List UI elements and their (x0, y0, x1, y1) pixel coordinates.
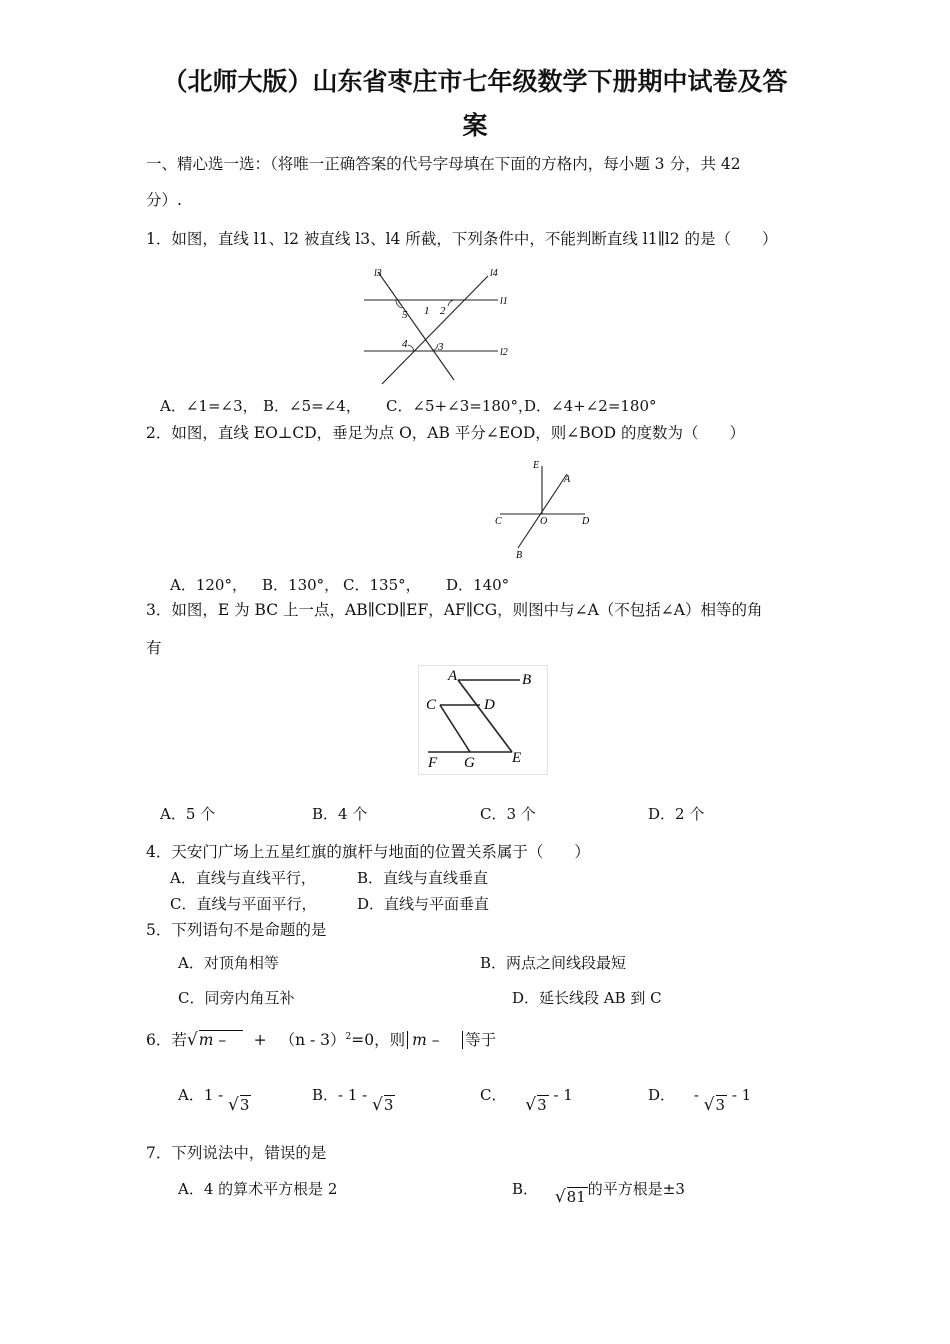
label-g: G (464, 755, 475, 771)
angle-2-label: 2 (440, 305, 446, 317)
section-heading-cont: 分）. (146, 191, 182, 209)
sqrt-symbol: √ (525, 1095, 537, 1115)
question-5-option-b: B．两点之间线段最短 (480, 954, 627, 972)
label-l2: l2 (500, 347, 508, 358)
question-6-option-d (648, 1084, 752, 1115)
option-radicand: 81 (566, 1188, 586, 1206)
question-3-option-b: B．4 个 (312, 805, 368, 823)
question-4-option-a: A．直线与直线平行， (170, 869, 316, 887)
label-e: E (533, 460, 540, 471)
option-radicand: 3 (239, 1096, 250, 1114)
label-c: C (495, 516, 502, 527)
segment-cg (440, 705, 470, 752)
q6-plus: + (253, 1031, 267, 1049)
angle-4-label: 4 (402, 338, 408, 350)
option-label: B． (512, 1180, 539, 1198)
option-radicand: 3 (537, 1096, 547, 1114)
question-5-option-c: C．同旁内角互补 (178, 989, 295, 1007)
question-2-option-c: C．135°， (343, 576, 421, 594)
sqrt-symbol: √ (554, 1187, 566, 1207)
label-l1: l1 (500, 296, 508, 307)
question-7-option-a: A．4 的算术平方根是 2 (178, 1180, 338, 1198)
angle-3-label: 3 (438, 341, 444, 353)
label-c: C (426, 697, 437, 713)
question-3-figure (418, 665, 548, 775)
option-label: A．1 - (178, 1086, 224, 1104)
option-label: C． (480, 1086, 507, 1104)
option-text: 的平方根是±3 (587, 1180, 685, 1198)
question-4-option-c: C．直线与平面平行， (170, 895, 317, 913)
question-7-stem: 7．下列说法中，错误的是 (146, 1144, 327, 1162)
label-o: O (540, 516, 548, 527)
label-e: E (512, 750, 522, 766)
q6-suffix: 等于 (465, 1031, 497, 1049)
q6-term: （n - 3） (279, 1031, 346, 1049)
question-1-option-b: B．∠5=∠4， (263, 397, 361, 415)
question-6-option-b (312, 1084, 395, 1115)
option-pre: - (693, 1086, 699, 1104)
question-2-figure (490, 452, 600, 562)
question-2-option-a: A．120°， (170, 576, 247, 594)
question-1-option-a: A．∠1=∠3， (160, 397, 258, 415)
label-a: A (564, 474, 571, 485)
question-3-option-a: A．5 个 (160, 805, 216, 823)
question-6-option-a (178, 1084, 251, 1115)
question-3-stem: 3．如图，E 为 BC 上一点，AB∥CD∥EF，AF∥CG，则图中与∠A（不包括∠A）相等的角 (146, 601, 763, 619)
question-4-option-d: D．直线与平面垂直 (357, 895, 490, 913)
question-5-option-d: D．延长线段 AB 到 C (512, 989, 662, 1007)
label-b: B (522, 672, 532, 688)
q6-abs-close (462, 1031, 463, 1049)
question-2-stem: 2．如图，直线 EO⊥CD，垂足为点 O，AB 平分∠EOD，则∠BOD 的度数为（ ） (146, 424, 745, 442)
label-b: B (516, 550, 523, 561)
question-5-stem: 5．下列语句不是命题的是 (146, 921, 327, 939)
page-title: （北师大版）山东省枣庄市七年级数学下册期中试卷及答 (162, 67, 788, 96)
sqrt-symbol: √ (372, 1095, 383, 1115)
question-6-option-c (480, 1084, 573, 1115)
q6-eq: =0，则 (351, 1031, 406, 1049)
question-2-option-d: D．140° (446, 576, 510, 594)
label-l4: l4 (490, 268, 498, 279)
question-3-option-d: D．2 个 (648, 805, 705, 823)
line-l4 (382, 276, 488, 384)
question-1-option-c: C．∠5+∠3=180°， (386, 397, 533, 415)
option-radicand: 3 (715, 1096, 726, 1114)
question-3-option-c: C．3 个 (480, 805, 536, 823)
angle-1-label: 1 (424, 305, 430, 317)
sqrt-symbol: √ (186, 1030, 198, 1050)
option-post: - 1 (731, 1086, 752, 1104)
question-5-option-a: A．对顶角相等 (178, 954, 279, 972)
q6-abs-inner: m – (412, 1031, 440, 1049)
question-1-figure (358, 262, 518, 387)
question-3-stem-cont: 有 (146, 639, 162, 657)
line-l3 (378, 272, 454, 380)
label-f: F (428, 755, 438, 771)
label-l3: l3 (374, 268, 382, 279)
sqrt-symbol: √ (228, 1095, 239, 1115)
label-d: D (484, 697, 495, 713)
page-title-cont: 案 (462, 111, 488, 140)
q6-exponent: 2 (345, 1031, 352, 1042)
option-radicand: 3 (383, 1096, 394, 1114)
question-1-stem: 1．如图，直线 l1、l2 被直线 l3、l4 所截，下列条件中，不能判断直线 l1∥l2 的是（ ） (146, 230, 778, 248)
label-a: A (448, 668, 458, 684)
question-4-stem: 4．天安门广场上五星红旗的旗杆与地面的位置关系属于（ ） (146, 843, 590, 861)
question-4-option-b: B．直线与直线垂直 (357, 869, 489, 887)
question-2-option-b: B．130°， (262, 576, 340, 594)
angle-5-label: 5 (402, 309, 408, 321)
question-1-option-d: D．∠4+∠2=180° (524, 397, 657, 415)
sqrt-symbol: √ (703, 1095, 715, 1115)
segment-ae (458, 680, 512, 752)
question-6-stem (146, 1028, 496, 1050)
q6-prefix: 6．若 (146, 1031, 187, 1049)
q6-radicand: m – (199, 1030, 243, 1049)
label-d: D (582, 516, 590, 527)
option-post: - 1 (553, 1086, 573, 1104)
option-label: D． (648, 1086, 676, 1104)
question-7-option-b (512, 1178, 685, 1207)
option-label: B．- 1 - (312, 1086, 368, 1104)
section-heading: 一、精心选一选：（将唯一正确答案的代号字母填在下面的方格内，每小题 3 分，共 42 (146, 155, 741, 173)
